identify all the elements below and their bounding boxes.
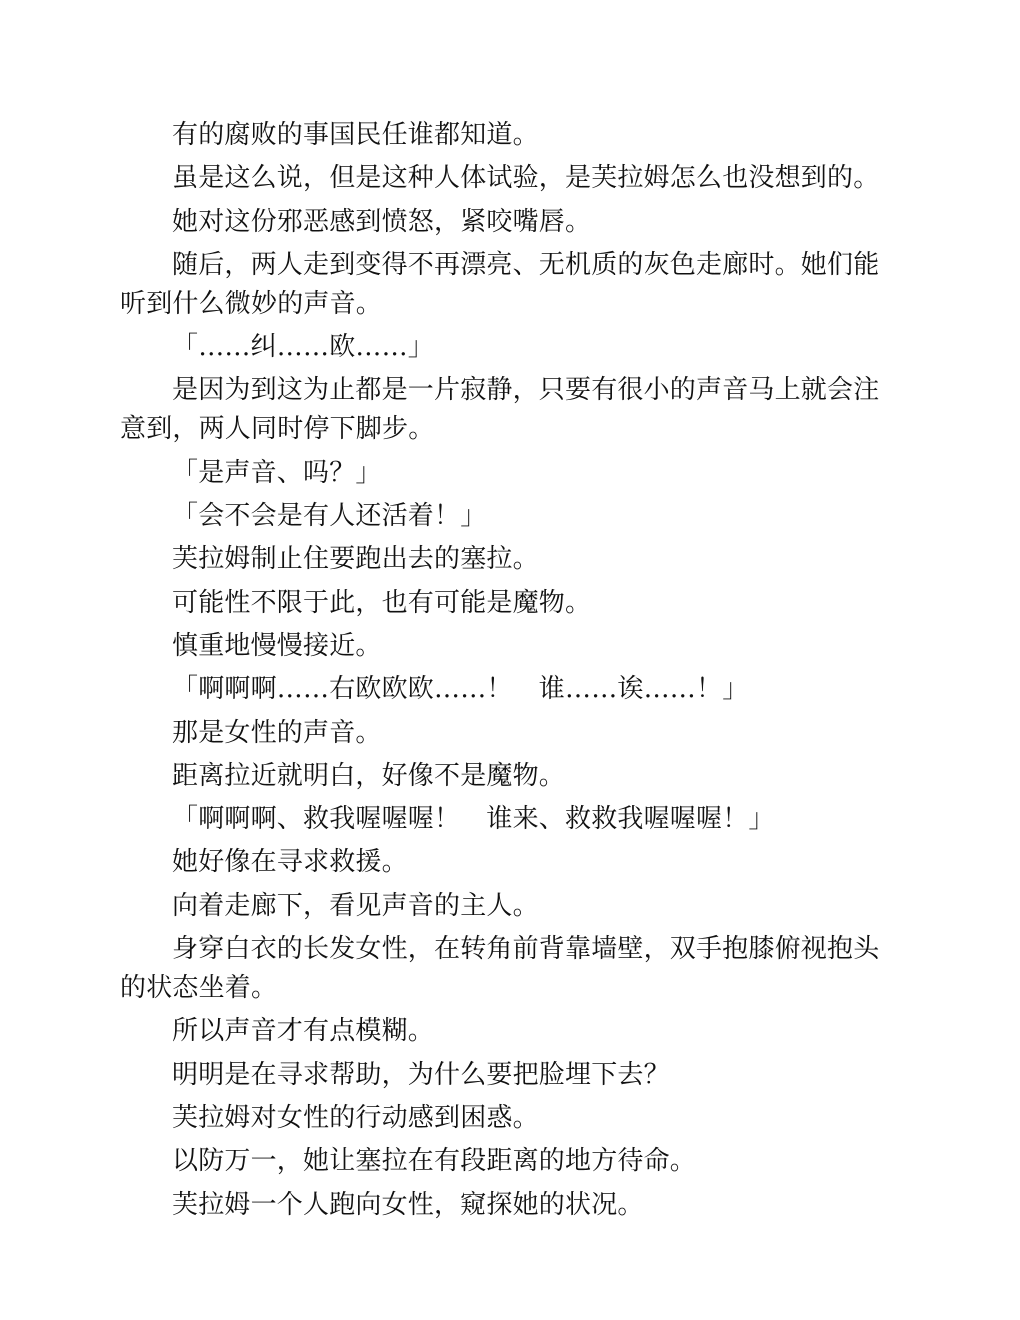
paragraph: 虽是这么说，但是这种人体试验，是芙拉姆怎么也没想到的。 xyxy=(172,163,880,194)
dialogue-line: 「是声音、吗？」 xyxy=(172,457,382,488)
paragraph: 芙拉姆制止住要跑出去的塞拉。 xyxy=(172,544,539,575)
paragraph: 是因为到这为止都是一片寂静，只要有很小的声音马上就会注意到，两人同时停下脚步。 xyxy=(120,375,880,445)
dialogue-line: 「啊啊啊……右欧欧欧……！ 谁……诶……！」 xyxy=(172,674,749,705)
paragraph: 身穿白衣的长发女性，在转角前背靠墙壁，双手抱膝俯视抱头的状态坐着。 xyxy=(120,934,880,1004)
paragraph: 明明是在寻求帮助，为什么要把脸埋下去？ xyxy=(172,1059,670,1090)
document-body xyxy=(120,116,900,1229)
paragraph: 距离拉近就明白，好像不是魔物。 xyxy=(172,760,566,791)
paragraph: 所以声音才有点模糊。 xyxy=(172,1016,435,1047)
paragraph: 那是女性的声音。 xyxy=(172,717,382,748)
paragraph: 慎重地慢慢接近。 xyxy=(172,630,382,661)
paragraph: 可能性不限于此，也有可能是魔物。 xyxy=(172,587,592,618)
paragraph: 以防万一，她让塞拉在有段距离的地方待命。 xyxy=(172,1146,697,1177)
paragraph: 随后，两人走到变得不再漂亮、无机质的灰色走廊时。她们能听到什么微妙的声音。 xyxy=(120,249,880,319)
paragraph: 她对这份邪恶感到愤怒，紧咬嘴唇。 xyxy=(172,206,592,237)
paragraph: 她好像在寻求救援。 xyxy=(172,847,408,878)
paragraph: 芙拉姆对女性的行动感到困惑。 xyxy=(172,1102,539,1133)
paragraph: 芙拉姆一个人跑向女性，窥探她的状况。 xyxy=(172,1189,644,1220)
dialogue-line: 「啊啊啊、救我喔喔喔！ 谁来、救救我喔喔喔！」 xyxy=(172,804,775,835)
dialogue-line: 「……纠……欧……」 xyxy=(172,332,435,363)
paragraph: 有的腐败的事国民任谁都知道。 xyxy=(172,120,539,150)
paragraph: 向着走廊下，看见声音的主人。 xyxy=(172,890,539,921)
dialogue-line: 「会不会是有人还活着！」 xyxy=(172,501,487,532)
